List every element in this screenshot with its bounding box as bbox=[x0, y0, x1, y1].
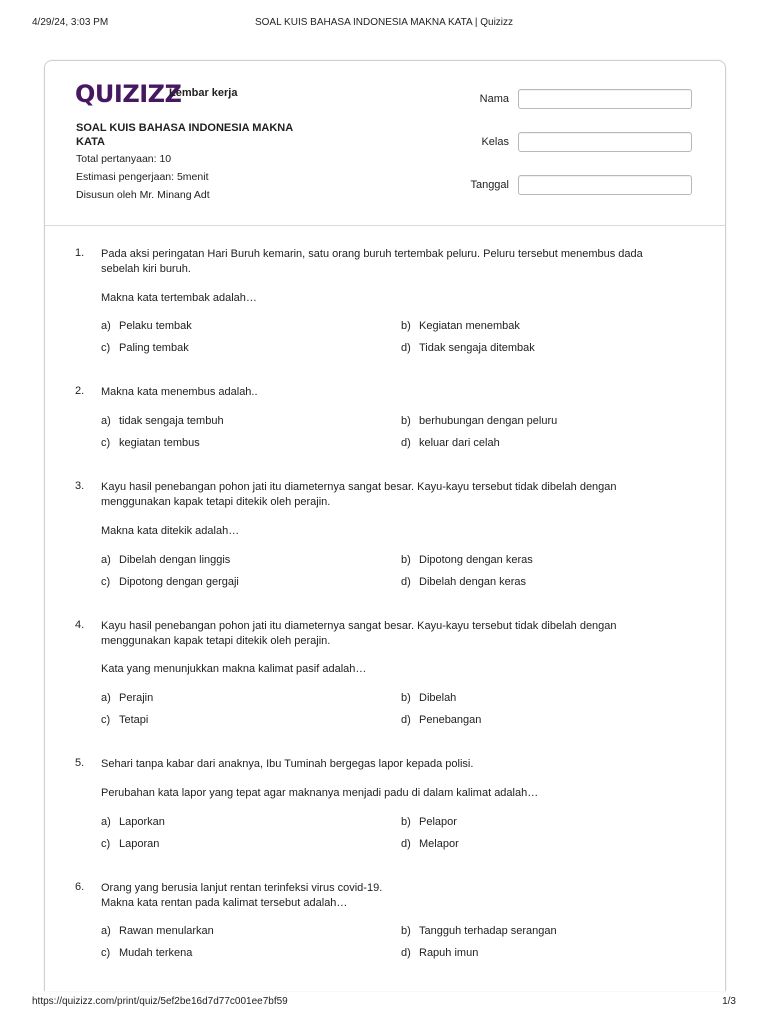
option-a: a) Rawan menularkan bbox=[101, 925, 214, 937]
option-b: b) Tangguh terhadap serangan bbox=[401, 925, 557, 937]
question-number: 4. bbox=[75, 619, 85, 631]
option-b: b) Dipotong dengan keras bbox=[401, 554, 533, 566]
worksheet-tag: Lembar kerja bbox=[169, 87, 238, 99]
option-b: b) Kegiatan menembak bbox=[401, 320, 520, 332]
question-text: Sehari tanpa kabar dari anaknya, Ibu Tuminah bergegas lapor kepada polisi. bbox=[101, 758, 474, 770]
question-prompt: Perubahan kata lapor yang tepat agar maknanya menjadi padu di dalam kalimat adalah… bbox=[101, 787, 539, 799]
question-number: 6. bbox=[75, 881, 85, 893]
print-footer bbox=[32, 996, 736, 1008]
option-d: d) Melapor bbox=[401, 838, 459, 850]
estimated-time: Estimasi pengerjaan: 5menit bbox=[76, 171, 209, 183]
class-label: Kelas bbox=[481, 136, 509, 148]
option-b: b) berhubungan dengan peluru bbox=[401, 415, 558, 427]
question-text: Kayu hasil penebangan pohon jati itu diameternya sangat besar. Kayu-kayu tersebut tidak dibelah dengan menggunakan kapak tetapi ditekik oleh perajin. bbox=[101, 481, 617, 508]
worksheet bbox=[44, 60, 726, 991]
option-a: a) Pelaku tembak bbox=[101, 320, 192, 332]
print-url: https://quizizz.com/print/quiz/5ef2be16d7d77c001ee7bf59 bbox=[32, 996, 288, 1007]
print-page-title: SOAL KUIS BAHASA INDONESIA MAKNA KATA | Quizizz bbox=[254, 17, 514, 28]
question-number: 5. bbox=[75, 757, 85, 769]
date-label: Tanggal bbox=[470, 179, 509, 191]
option-d: d) Penebangan bbox=[401, 714, 482, 726]
question-prompt: Makna kata tertembak adalah… bbox=[101, 292, 257, 304]
page-number: 1/3 bbox=[722, 996, 736, 1007]
option-a: a) tidak sengaja tembuh bbox=[101, 415, 224, 427]
option-d: d) Dibelah dengan keras bbox=[401, 576, 527, 588]
question-text: Makna kata menembus adalah.. bbox=[101, 386, 258, 398]
option-c: c) Dipotong dengan gergaji bbox=[101, 576, 239, 588]
quizizz-logo: QUIZIZZ bbox=[75, 80, 182, 108]
option-c: c) kegiatan tembus bbox=[101, 437, 200, 449]
option-d: d) keluar dari celah bbox=[401, 437, 500, 449]
option-a: a) Dibelah dengan linggis bbox=[101, 554, 231, 566]
option-a: a) Perajin bbox=[101, 692, 154, 704]
question-text-line-1: Orang yang berusia lanjut rentan terinfeksi virus covid-19. bbox=[101, 882, 383, 894]
date-field[interactable] bbox=[518, 175, 692, 195]
name-field[interactable] bbox=[518, 89, 692, 109]
worksheet-header bbox=[45, 61, 725, 226]
class-field[interactable] bbox=[518, 132, 692, 152]
question-number: 2. bbox=[75, 385, 85, 397]
option-a: a) Laporkan bbox=[101, 816, 165, 828]
question-text bbox=[101, 881, 681, 910]
option-c: c) Tetapi bbox=[101, 714, 149, 726]
total-questions: Total pertanyaan: 10 bbox=[76, 153, 172, 165]
option-b: b) Dibelah bbox=[401, 692, 457, 704]
question-number: 3. bbox=[75, 480, 85, 492]
question-text: Kayu hasil penebangan pohon jati itu diameternya sangat besar. Kayu-kayu tersebut tidak dibelah dengan menggunakan kapak tetapi ditekik oleh perajin. bbox=[101, 620, 617, 647]
name-label: Nama bbox=[479, 93, 509, 105]
question-prompt: Kata yang menunjukkan makna kalimat pasif adalah… bbox=[101, 663, 367, 675]
option-c: c) Paling tembak bbox=[101, 342, 189, 354]
question-number: 1. bbox=[75, 247, 85, 259]
option-d: d) Rapuh imun bbox=[401, 947, 479, 959]
question-text: Pada aksi peringatan Hari Buruh kemarin, satu orang buruh tertembak peluru. Peluru tersebut menembus dada sebelah kiri buruh. bbox=[101, 248, 643, 275]
option-c: c) Mudah terkena bbox=[101, 947, 193, 959]
question-prompt: Makna kata ditekik adalah… bbox=[101, 525, 240, 537]
print-datetime: 4/29/24, 3:03 PM bbox=[32, 17, 109, 28]
print-header bbox=[32, 17, 736, 29]
option-d: d) Tidak sengaja ditembak bbox=[401, 342, 535, 354]
option-c: c) Laporan bbox=[101, 838, 160, 850]
author: Disusun oleh Mr. Minang Adt bbox=[76, 189, 210, 201]
question-text-line-2: Makna kata rentan pada kalimat tersebut adalah… bbox=[101, 896, 348, 909]
option-b: b) Pelapor bbox=[401, 816, 457, 828]
quiz-title: SOAL KUIS BAHASA INDONESIA MAKNA KATA bbox=[76, 122, 293, 148]
